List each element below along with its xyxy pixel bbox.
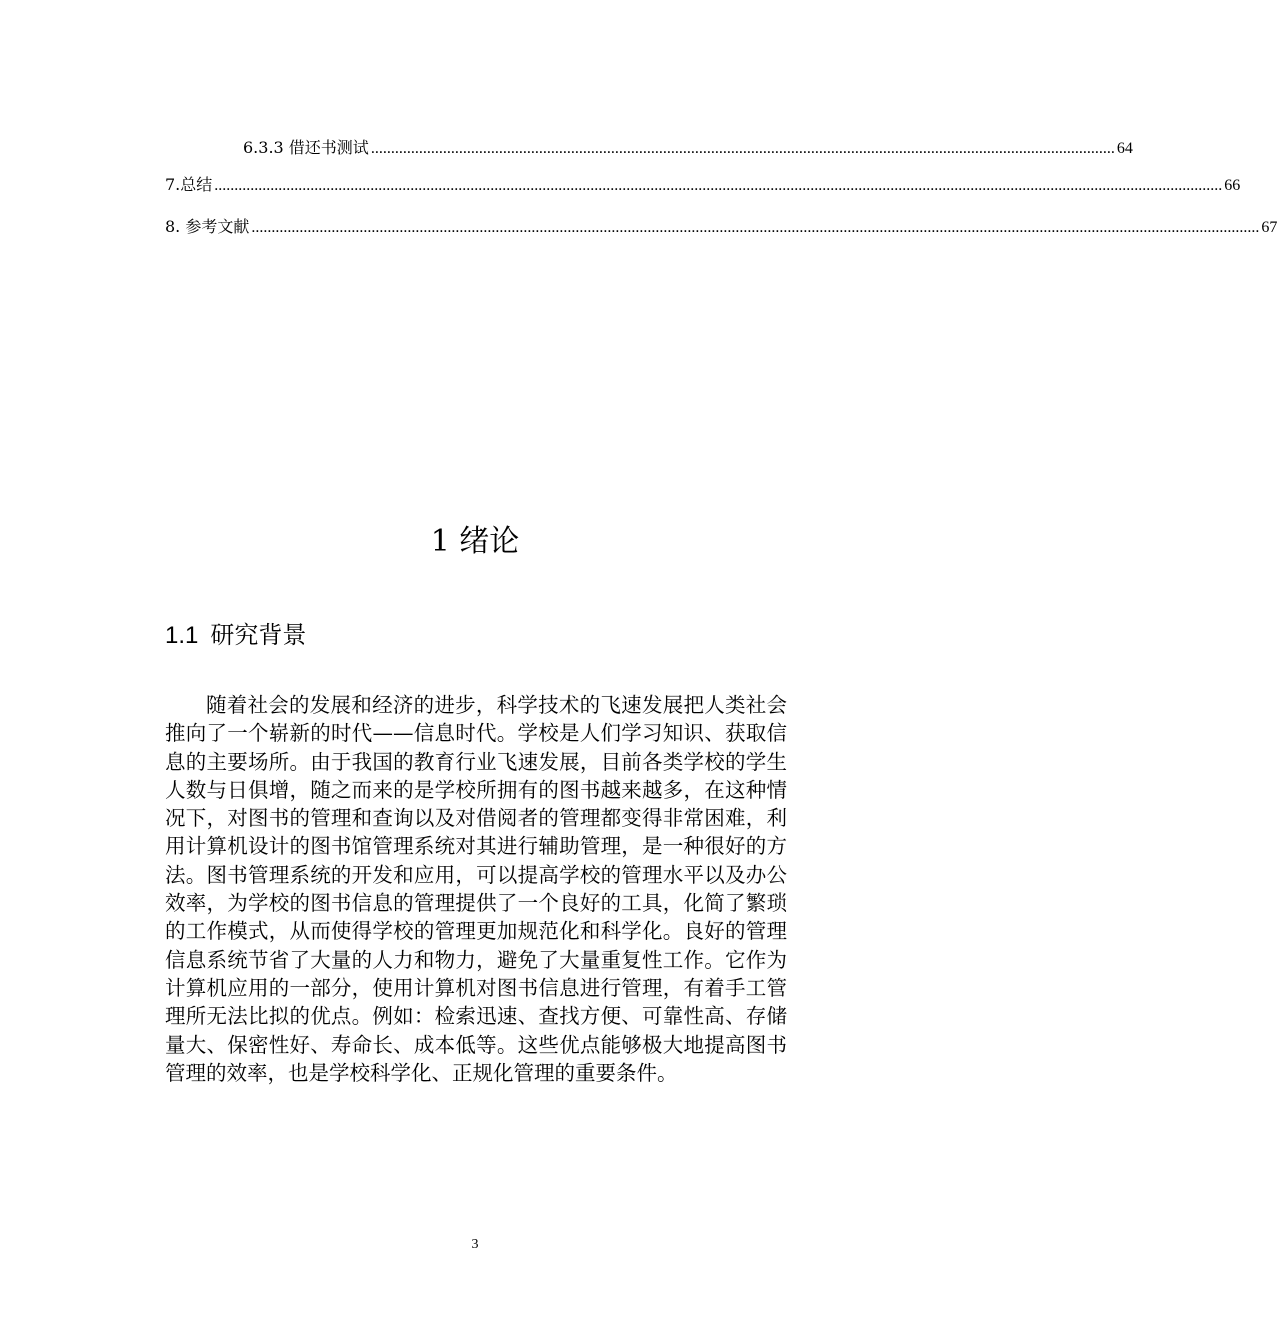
- toc-entry-page: 67: [1261, 219, 1277, 236]
- toc-entry-title: 8. 参考文献: [165, 217, 250, 236]
- toc-leader-dots: ..........................................................................................................................................................................................: [370, 140, 1115, 157]
- toc-leader-dots: ............................................................................................................................................................................................................................................................: [251, 219, 1260, 236]
- toc-entry[interactable]: [165, 217, 1277, 238]
- section-number: 1.1: [165, 622, 199, 649]
- toc-entry-title: 7.总结: [165, 175, 213, 194]
- toc-entry[interactable]: [165, 175, 1241, 196]
- section-heading: [165, 617, 306, 654]
- body-paragraph: 随着社会的发展和经济的进步，科学技术的飞速发展把人类社会推向了一个崭新的时代——信息时代。学校是人们学习知识、获取信息的主要场所。由于我国的教育行业飞速发展，目前各类学校的学生人数与日俱增，随之而来的是学校所拥有的图书越来越多，在这种情况下，对图书的管理和查询以及对借阅者的管理都变得非常困难，利用计算机设计的图书馆管理系统对其进行辅助管理，是一种很好的方法。图书管理系统的开发和应用，可以提高学校的管理水平以及办公效率，为学校的图书信息的管理提供了一个良好的工具，化简了繁琐的工作模式，从而使得学校的管理更加规范化和科学化。良好的管理信息系统节省了大量的人力和物力，避免了大量重复性工作。它作为计算机应用的一部分，使用计算机对图书信息进行管理，有着手工管理所无法比拟的优点。例如：检索迅速、查找方便、可靠性高、存储量大、保密性好、寿命长、成本低等。这些优点能够极大地提高图书管理的效率，也是学校科学化、正规化管理的重要条件。: [165, 693, 787, 1085]
- section-title: 研究背景: [210, 621, 307, 649]
- toc-entry-page: 64: [1116, 140, 1133, 157]
- toc-entry-title: 6.3.3 借还书测试: [243, 138, 369, 157]
- toc-entry[interactable]: [243, 138, 1133, 159]
- toc-leader-dots: ............................................................................................................................................................................................................................................................: [214, 177, 1223, 194]
- page-number: 3: [471, 1237, 479, 1252]
- chapter-title: 1 绪论: [430, 524, 520, 559]
- toc-entry-page: 66: [1224, 177, 1241, 194]
